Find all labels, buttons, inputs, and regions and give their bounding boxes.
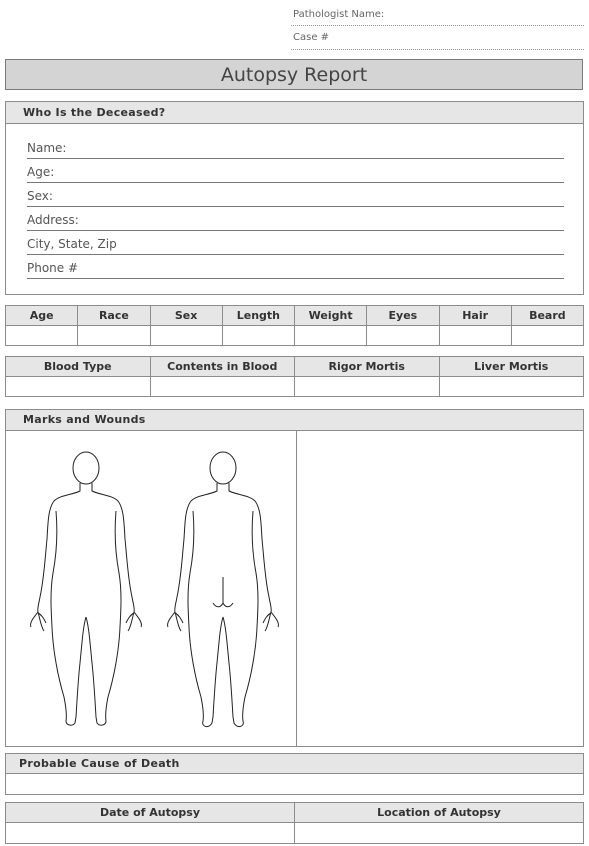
marks-notes-area[interactable]: [297, 431, 583, 746]
beard-cell[interactable]: [511, 326, 583, 346]
autopsy-table: [5, 802, 584, 844]
liver-mortis-cell[interactable]: [439, 377, 584, 397]
address-field[interactable]: Address:: [27, 211, 564, 231]
weight-cell[interactable]: [295, 326, 367, 346]
blood-table: [5, 356, 584, 397]
marks-section-heading: Marks and Wounds: [6, 410, 583, 431]
body-back-outline: [168, 452, 279, 727]
eyes-cell[interactable]: [367, 326, 439, 346]
sex-field[interactable]: Sex:: [27, 187, 564, 207]
column-header-race: Race: [78, 306, 150, 326]
marks-section: [5, 409, 584, 747]
body-front-outline: [31, 452, 142, 725]
case-number-field[interactable]: [291, 36, 584, 50]
cause-section-heading: Probable Cause of Death: [6, 754, 583, 774]
cause-section: [5, 753, 584, 795]
race-cell[interactable]: [78, 326, 150, 346]
report-title: Autopsy Report: [5, 59, 583, 90]
column-header-beard: Beard: [511, 306, 583, 326]
contents-in-blood-cell[interactable]: [150, 377, 295, 397]
age-field[interactable]: Age:: [27, 163, 564, 183]
physical-table: [5, 305, 584, 346]
name-field[interactable]: Name:: [27, 139, 564, 159]
age-cell[interactable]: [6, 326, 78, 346]
case-number-label: Case #: [293, 32, 330, 43]
deceased-section-heading: Who Is the Deceased?: [6, 102, 583, 124]
column-header-blood-type: Blood Type: [6, 357, 151, 377]
column-header-sex: Sex: [150, 306, 222, 326]
body-diagram-panel: [6, 431, 297, 746]
pathologist-name-label: Pathologist Name:: [293, 9, 385, 20]
sex-cell[interactable]: [150, 326, 222, 346]
column-header-length: Length: [222, 306, 294, 326]
column-header-eyes: Eyes: [367, 306, 439, 326]
blood-type-cell[interactable]: [6, 377, 151, 397]
column-header-age: Age: [6, 306, 78, 326]
column-header-hair: Hair: [439, 306, 511, 326]
body-diagram: [6, 431, 296, 746]
pathologist-name-field[interactable]: [291, 12, 584, 26]
rigor-mortis-cell[interactable]: [295, 377, 440, 397]
column-header-weight: Weight: [295, 306, 367, 326]
column-header-liver-mortis: Liver Mortis: [439, 357, 584, 377]
city-state-zip-field[interactable]: City, State, Zip: [27, 235, 564, 255]
length-cell[interactable]: [222, 326, 294, 346]
column-header-rigor-mortis: Rigor Mortis: [295, 357, 440, 377]
column-header-date-of-autopsy: Date of Autopsy: [6, 803, 295, 823]
hair-cell[interactable]: [439, 326, 511, 346]
column-header-contents-in-blood: Contents in Blood: [150, 357, 295, 377]
phone-field[interactable]: Phone #: [27, 259, 564, 279]
cause-of-death-field[interactable]: [6, 774, 583, 794]
date-of-autopsy-cell[interactable]: [6, 823, 295, 844]
location-of-autopsy-cell[interactable]: [295, 823, 584, 844]
column-header-location-of-autopsy: Location of Autopsy: [295, 803, 584, 823]
